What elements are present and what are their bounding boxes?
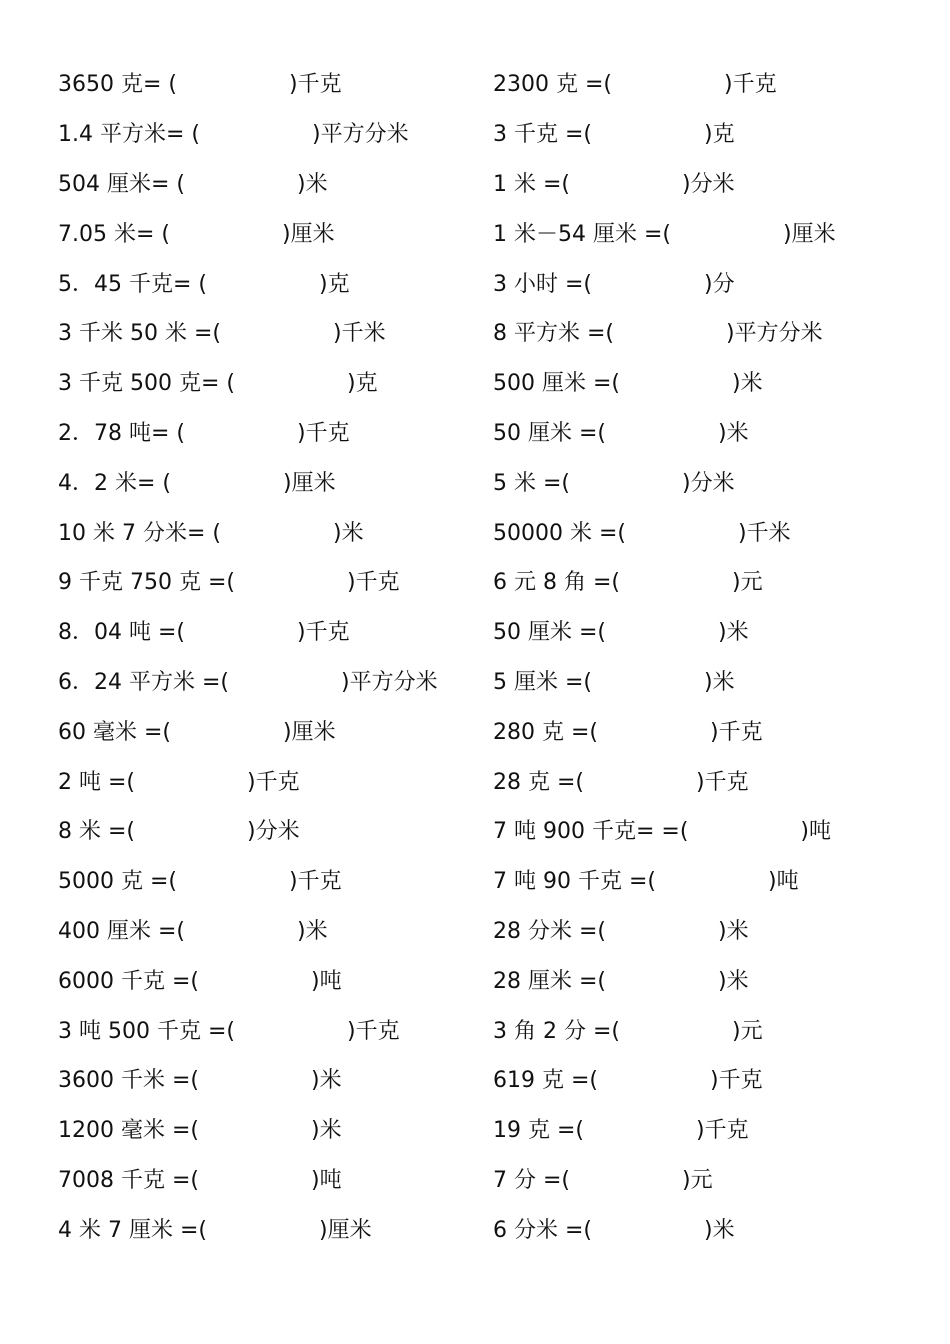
answer-unit: )千米 (332, 321, 386, 347)
conversion-question (58, 407, 438, 457)
answer-unit: )千克 (696, 769, 749, 795)
question-prompt: 1200 毫米 =( (58, 1118, 199, 1144)
conversion-question (493, 954, 836, 1004)
question-prompt: 8 米 =( (58, 819, 136, 845)
conversion-question (493, 58, 836, 108)
answer-unit: )千克 (346, 570, 400, 596)
answer-unit: )千克 (289, 869, 342, 895)
conversion-question (493, 108, 836, 158)
left-question-column (58, 58, 438, 1253)
answer-unit: )吨 (767, 869, 799, 895)
question-prompt: 5．45 千克= ( (58, 271, 207, 297)
conversion-question (58, 855, 438, 905)
conversion-question (58, 108, 438, 158)
conversion-question (493, 606, 836, 656)
answer-unit: )平方分米 (312, 122, 409, 148)
question-prompt: 2．78 吨= ( (58, 420, 185, 446)
right-question-column (493, 58, 836, 1253)
question-prompt: 3600 千米 =( (58, 1068, 199, 1094)
question-prompt: 3 吨 500 千克 =( (58, 1018, 235, 1044)
answer-unit: )米 (297, 918, 328, 944)
answer-unit: )千克 (724, 72, 777, 98)
conversion-question (58, 1104, 438, 1154)
answer-unit: )平方分米 (726, 321, 823, 347)
question-prompt: 3 千克 =( (493, 122, 593, 148)
conversion-question (58, 257, 438, 307)
answer-unit: )元 (682, 1167, 713, 1193)
question-prompt: 4 米 7 厘米 =( (58, 1217, 207, 1243)
question-prompt: 10 米 7 分米= ( (58, 520, 221, 546)
conversion-question (58, 207, 438, 257)
conversion-question (58, 905, 438, 955)
conversion-question (493, 207, 836, 257)
conversion-question (493, 755, 836, 805)
conversion-question (58, 456, 438, 506)
conversion-question (493, 456, 836, 506)
question-prompt: 3 千克 500 克= ( (58, 371, 235, 397)
question-prompt: 3 小时 =( (493, 271, 593, 297)
answer-unit: )米 (718, 420, 749, 446)
conversion-question (58, 307, 438, 357)
question-prompt: 1.4 平方米= ( (58, 122, 200, 148)
question-prompt: 28 分米 =( (493, 918, 606, 944)
answer-unit: )克 (704, 122, 735, 148)
conversion-question (493, 905, 836, 955)
answer-unit: )平方分米 (341, 669, 438, 695)
conversion-question (493, 1104, 836, 1154)
question-prompt: 9 千克 750 克 =( (58, 570, 235, 596)
question-prompt: 280 克 =( (493, 719, 598, 745)
conversion-question (58, 506, 438, 556)
conversion-question (58, 805, 438, 855)
answer-unit: )千克 (710, 1068, 763, 1094)
answer-unit: )分米 (247, 819, 300, 845)
answer-unit: )厘米 (783, 221, 836, 247)
conversion-question (58, 1154, 438, 1204)
answer-unit: )千克 (247, 769, 300, 795)
answer-unit: )千克 (297, 420, 350, 446)
question-prompt: 7.05 米= ( (58, 221, 170, 247)
answer-unit: )米 (332, 520, 364, 546)
answer-unit: )米 (718, 918, 749, 944)
question-prompt: 8 平方米 =( (493, 321, 615, 347)
answer-unit: )克 (319, 271, 350, 297)
answer-unit: )米 (718, 620, 749, 646)
conversion-question (58, 1054, 438, 1104)
answer-unit: )米 (704, 1217, 735, 1243)
answer-unit: )厘米 (283, 719, 336, 745)
question-prompt: 3 角 2 分 =( (493, 1018, 620, 1044)
conversion-question (493, 158, 836, 208)
answer-unit: )分米 (682, 470, 735, 496)
conversion-question (493, 805, 836, 855)
answer-unit: )厘米 (282, 221, 335, 247)
conversion-question (58, 1004, 438, 1054)
conversion-question (493, 407, 836, 457)
conversion-question (493, 1054, 836, 1104)
conversion-question (493, 506, 836, 556)
question-prompt: 3650 克= ( (58, 72, 177, 98)
answer-unit: )千克 (289, 72, 342, 98)
answer-unit: )元 (731, 1018, 763, 1044)
question-prompt: 2300 克 =( (493, 72, 612, 98)
answer-unit: )米 (297, 171, 328, 197)
conversion-question (58, 1203, 438, 1253)
conversion-question (493, 656, 836, 706)
answer-unit: )米 (732, 371, 763, 397)
answer-unit: )吨 (311, 968, 342, 994)
question-prompt: 7008 千克 =( (58, 1167, 199, 1193)
answer-unit: )米 (311, 1068, 342, 1094)
conversion-question (493, 1154, 836, 1204)
question-prompt: 5 米 =( (493, 470, 571, 496)
answer-unit: )米 (704, 669, 735, 695)
question-prompt: 5000 克 =( (58, 869, 177, 895)
question-prompt: 4．2 米= ( (58, 470, 171, 496)
question-prompt: 6000 千克 =( (58, 968, 199, 994)
conversion-question (58, 556, 438, 606)
conversion-question (58, 705, 438, 755)
answer-unit: )吨 (311, 1167, 342, 1193)
conversion-question (493, 357, 836, 407)
question-prompt: 28 厘米 =( (493, 968, 606, 994)
conversion-question (58, 954, 438, 1004)
question-prompt: 500 厘米 =( (493, 371, 620, 397)
question-prompt: 400 厘米 =( (58, 918, 185, 944)
question-prompt: 50 厘米 =( (493, 620, 606, 646)
answer-unit: )分米 (682, 171, 735, 197)
conversion-question (493, 1004, 836, 1054)
answer-unit: )厘米 (318, 1217, 372, 1243)
question-prompt: 5 厘米 =( (493, 669, 593, 695)
answer-unit: )千米 (738, 520, 791, 546)
answer-unit: )千克 (710, 719, 763, 745)
question-prompt: 1 米－54 厘米 =( (493, 221, 671, 247)
conversion-question (58, 755, 438, 805)
answer-unit: )千克 (696, 1118, 749, 1144)
answer-unit: )厘米 (283, 470, 336, 496)
answer-unit: )千克 (346, 1018, 400, 1044)
question-prompt: 8．04 吨 =( (58, 620, 185, 646)
question-prompt: 50000 米 =( (493, 520, 626, 546)
answer-unit: )元 (731, 570, 763, 596)
question-prompt: 28 克 =( (493, 769, 584, 795)
question-prompt: 6．24 平方米 =( (58, 669, 229, 695)
question-prompt: 6 分米 =( (493, 1217, 593, 1243)
question-prompt: 7 吨 900 千克= =( (493, 819, 689, 845)
conversion-question (493, 1203, 836, 1253)
conversion-question (493, 257, 836, 307)
question-prompt: 7 分 =( (493, 1167, 571, 1193)
answer-unit: )米 (718, 968, 749, 994)
answer-unit: )千克 (297, 620, 350, 646)
answer-unit: )吨 (800, 819, 832, 845)
question-prompt: 6 元 8 角 =( (493, 570, 620, 596)
question-prompt: 1 米 =( (493, 171, 571, 197)
question-prompt: 7 吨 90 千克 =( (493, 869, 656, 895)
question-prompt: 19 克 =( (493, 1118, 584, 1144)
answer-unit: )克 (346, 371, 378, 397)
question-prompt: 3 千米 50 米 =( (58, 321, 221, 347)
conversion-question (493, 556, 836, 606)
question-prompt: 50 厘米 =( (493, 420, 606, 446)
conversion-question (58, 606, 438, 656)
question-prompt: 619 克 =( (493, 1068, 598, 1094)
answer-unit: )米 (311, 1118, 342, 1144)
conversion-question (493, 705, 836, 755)
question-prompt: 2 吨 =( (58, 769, 136, 795)
conversion-question (493, 855, 836, 905)
question-prompt: 60 毫米 =( (58, 719, 171, 745)
conversion-question (58, 58, 438, 108)
answer-unit: )分 (704, 271, 735, 297)
conversion-question (493, 307, 836, 357)
conversion-question (58, 656, 438, 706)
conversion-question (58, 357, 438, 407)
conversion-question (58, 158, 438, 208)
question-prompt: 504 厘米= ( (58, 171, 185, 197)
